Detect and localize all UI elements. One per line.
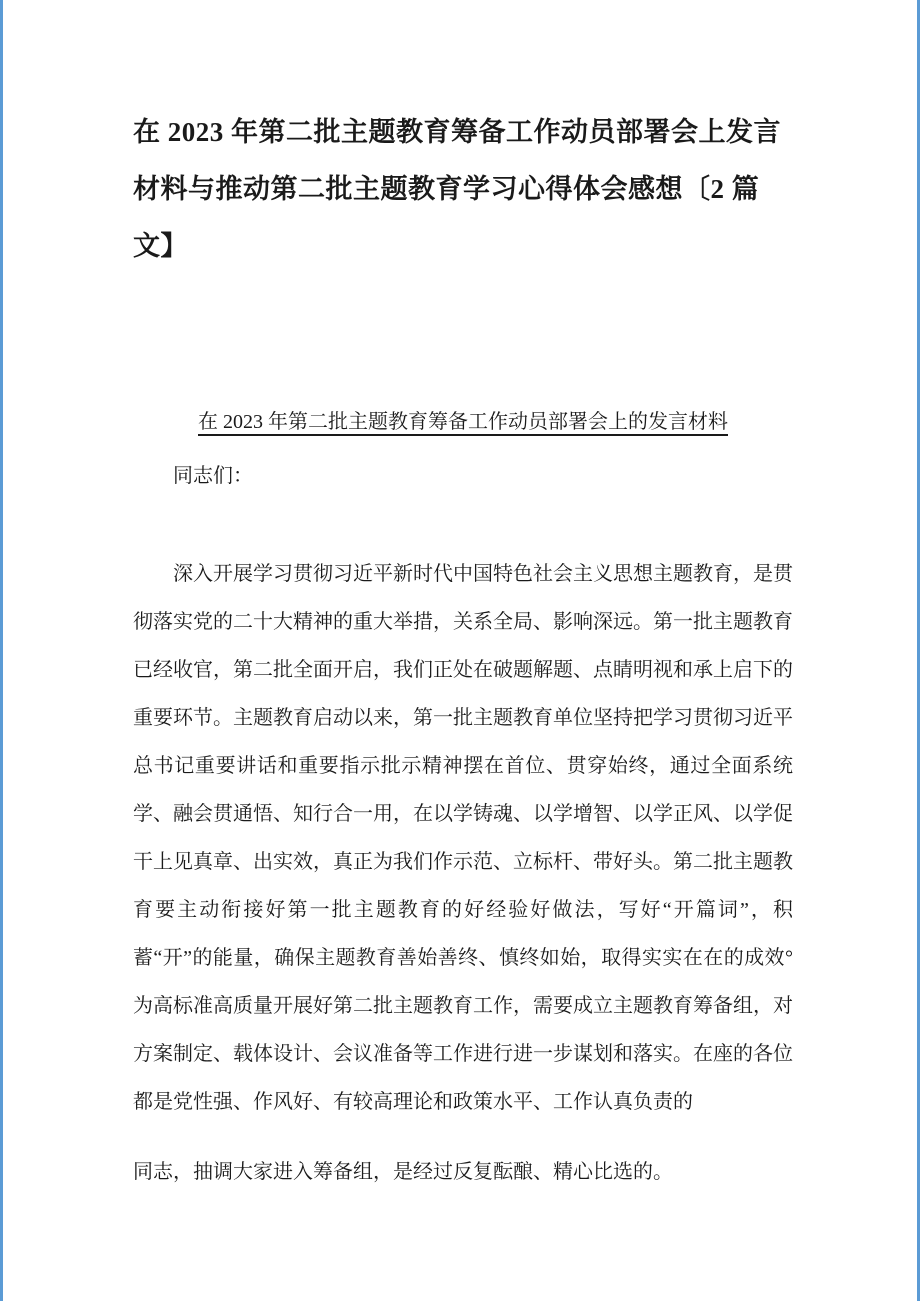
document-body	[133, 104, 793, 1196]
salutation: 同志们：	[173, 465, 253, 487]
section-heading: 在 2023 年第二批主题教育筹备工作动员部署会上的发言材料	[198, 411, 728, 433]
body-paragraph-2: 同志，抽调大家进入筹备组，是经过反复酝酿、精心比选的。	[133, 1161, 673, 1183]
document-title: 在 2023 年第二批主题教育筹备工作动员部署会上发言材料与推动第二批主题教育学习心得体会感想〔2 篇文】	[133, 117, 781, 261]
section-heading-row	[133, 405, 793, 434]
page-border-left	[0, 0, 3, 1301]
body-paragraph-1: 深入开展学习贯彻习近平新时代中国特色社会主义思想主题教育，是贯彻落实党的二十大精神的重大举措，关系全局、影响深远。第一批主题教育已经收官，第二批全面开启，我们正处在破题解题、点睛明视和承上启下的重要环节。主题教育启动以来，第一批主题教育单位坚持把学习贯彻习近平总书记重要讲话和重要指示批示精神摆在首位、贯穿始终，通过全面系统学、融会贯通悟、知行合一用，在以学铸魂、以学增智、以学正风、以学促干上见真章、出实效，真正为我们作示范、立标杆、带好头。第二批主题教育要主动衔接好第一批主题教育的好经验好做法，写好“开篇词”，积蓄“开”的能量，确保主题教育善始善终、慎终如始，取得实实在在的成效°为高标准高质量开展好第二批主题教育工作，需要成立主题教育筹备组，对方案制定、载体设计、会议准备等工作进行进一步谋划和落实。在座的各位都是党性强、作风好、有较高理论和政策水平、工作认真负责的	[133, 563, 793, 1113]
